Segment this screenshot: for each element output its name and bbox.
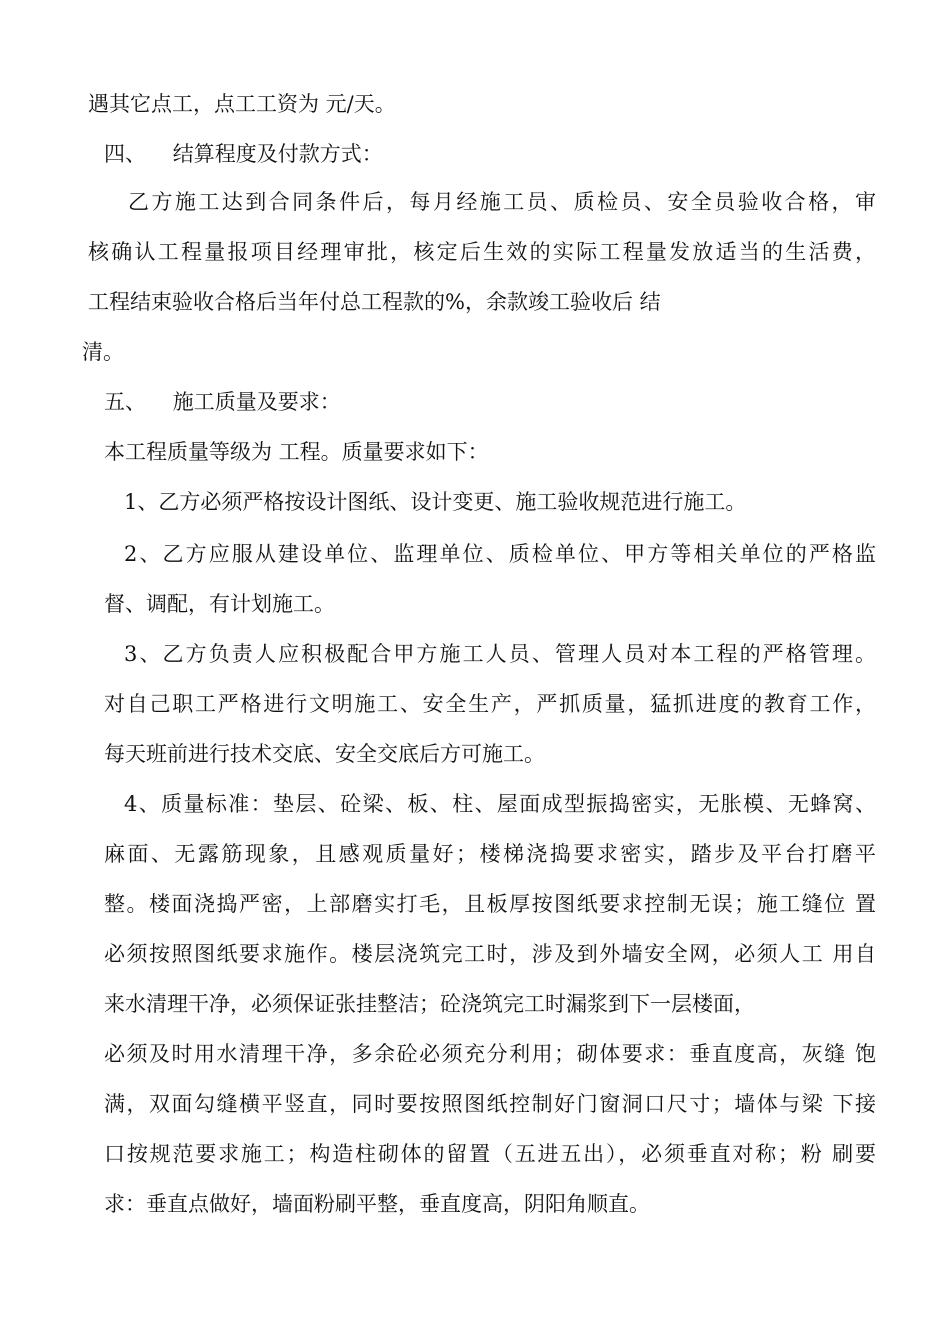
text-line-18: 必须按照图纸要求施作。楼层浇筑完工时，涉及到外墙安全网，必须人工 用自 (104, 942, 876, 966)
section-heading-5: 五、 施工质量及要求： (104, 390, 341, 414)
text-line-17: 整。楼面浇捣严密，上部磨实打毛，且板厚按图纸要求控制无误；施工缝位 置 (104, 892, 876, 916)
text-line-8: 本工程质量等级为 工程。质量要求如下： (104, 440, 489, 464)
text-line-1: 遇其它点工，点工工资为 元/天。 (88, 92, 396, 116)
text-line-5: 工程结束验收合格后当年付总工程款的%，余款竣工验收后 结 (88, 290, 661, 314)
text-line-16: 麻面、无露筋现象，且感观质量好；楼梯浇捣要求密实，踏步及平台打磨平 (104, 842, 876, 866)
text-line-3: 乙方施工达到合同条件后，每月经施工员、质检员、安全员验收合格，审 (128, 190, 876, 214)
text-line-14: 每天班前进行技术交底、安全交底后方可施工。 (104, 742, 545, 766)
list-item-4: 4、质量标准：垫层、砼梁、板、柱、屋面成型振捣密实，无胀模、无蜂窝、 (124, 792, 876, 816)
section-heading-4: 四、 结算程度及付款方式： (104, 142, 383, 166)
list-item-3: 3、乙方负责人应积极配合甲方施工人员、管理人员对本工程的严格管理。 (124, 642, 876, 666)
list-item-2: 2、乙方应服从建设单位、监理单位、质检单位、甲方等相关单位的严格监 (124, 542, 876, 566)
text-line-22: 口按规范要求施工；构造柱砌体的留置（五进五出），必须垂直对称；粉 刷要 (104, 1142, 876, 1166)
text-line-4: 核确认工程量报项目经理审批，核定后生效的实际工程量发放适当的生活费， (88, 240, 876, 264)
text-line-21: 满，双面勾缝横平竖直，同时要按照图纸控制好门窗洞口尺寸；墙体与梁 下接 (104, 1092, 876, 1116)
text-line-23: 求：垂直点做好，墙面粉刷平整，垂直度高，阴阳角顺直。 (104, 1192, 650, 1216)
text-line-6: 清。 (82, 340, 124, 364)
list-item-1: 1、乙方必须严格按设计图纸、设计变更、施工验收规范进行施工。 (124, 490, 747, 514)
text-line-13: 对自己职工严格进行文明施工、安全生产，严抓质量，猛抓进度的教育工作， (104, 692, 876, 716)
text-line-20: 必须及时用水清理干净，多余砼必须充分利用；砌体要求：垂直度高，灰缝 饱 (104, 1042, 876, 1066)
text-line-19: 来水清理干净，必须保证张挂整洁；砼浇筑完工时漏浆到下一层楼面， (104, 992, 755, 1016)
text-line-11: 督、调配，有计划施工。 (104, 592, 335, 616)
